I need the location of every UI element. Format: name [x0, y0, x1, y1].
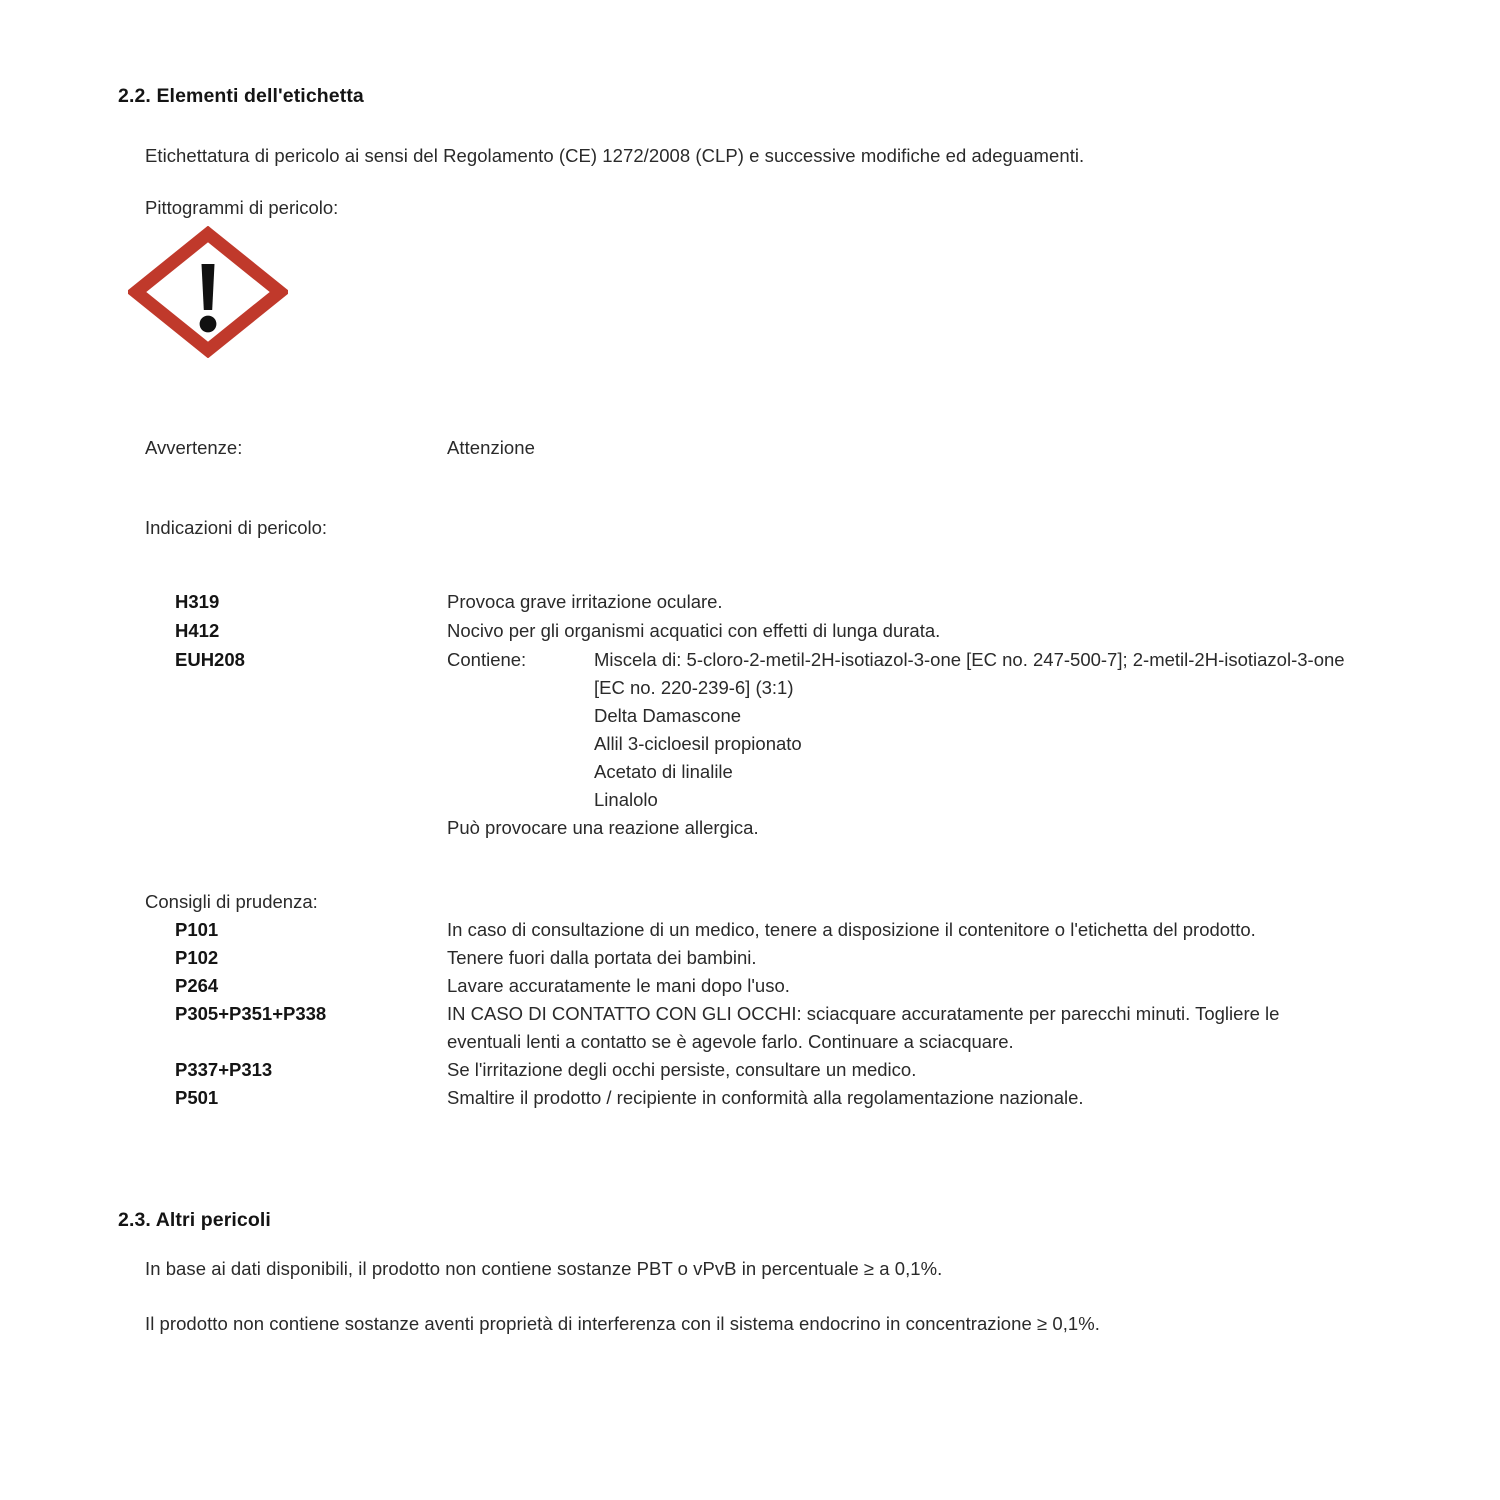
hazard-statements-label: Indicazioni di pericolo: [145, 517, 328, 538]
contiene-item: Delta Damascone [594, 705, 742, 726]
section-2-2-intro: Etichettatura di pericolo ai sensi del Regolamento (CE) 1272/2008 (CLP) e successive modifiche ed adeguamenti. [145, 145, 1085, 166]
contiene-item: Linalolo [594, 789, 658, 810]
signal-word-label: Avvertenze: [145, 437, 243, 458]
precaution-text-continued: eventuali lenti a contatto se è agevole farlo. Continuare a sciacquare. [447, 1031, 1014, 1052]
euh-closing-text: Può provocare una reazione allergica. [447, 817, 759, 838]
precaution-code: P101 [175, 919, 219, 940]
precaution-label: Consigli di prudenza: [145, 891, 318, 912]
contiene-item: Allil 3-cicloesil propionato [594, 733, 802, 754]
hazard-text: Provoca grave irritazione oculare. [447, 591, 723, 612]
precaution-text: In caso di consultazione di un medico, tenere a disposizione il contenitore o l'etichetta del prodotto. [447, 919, 1256, 940]
precaution-code: P305+P351+P338 [175, 1003, 327, 1024]
euh-code: EUH208 [175, 649, 245, 670]
section-2-3-paragraph: Il prodotto non contiene sostanze aventi proprietà di interferenza con il sistema endocrino in concentrazione ≥ 0,1%. [145, 1313, 1100, 1334]
contiene-item: Acetato di linalile [594, 761, 733, 782]
ghs07-exclamation-pictogram [128, 226, 288, 358]
section-2-3-heading: 2.3. Altri pericoli [118, 1209, 271, 1231]
precaution-code: P337+P313 [175, 1059, 273, 1080]
hazard-code: H319 [175, 591, 220, 612]
signal-word-value: Attenzione [447, 437, 535, 458]
precaution-code: P264 [175, 975, 219, 996]
hazard-code: H412 [175, 620, 220, 641]
precaution-code: P501 [175, 1087, 219, 1108]
precaution-text: Lavare accuratamente le mani dopo l'uso. [447, 975, 790, 996]
precaution-text: Smaltire il prodotto / recipiente in conformità alla regolamentazione nazionale. [447, 1087, 1084, 1108]
contiene-item: Miscela di: 5-cloro-2-metil-2H-isotiazol-3-one [EC no. 247-500-7]; 2-metil-2H-isotiazol-3-one [594, 649, 1345, 670]
contiene-label: Contiene: [447, 649, 527, 670]
section-2-3-paragraph: In base ai dati disponibili, il prodotto non contiene sostanze PBT o vPvB in percentuale ≥ a 0,1%. [145, 1258, 943, 1279]
contiene-item: [EC no. 220-239-6] (3:1) [594, 677, 794, 698]
precaution-text: Se l'irritazione degli occhi persiste, consultare un medico. [447, 1059, 917, 1080]
section-2-2-heading: 2.2. Elementi dell'etichetta [118, 85, 364, 107]
hazard-text: Nocivo per gli organismi acquatici con effetti di lunga durata. [447, 620, 941, 641]
exclamation-mark-dot [200, 316, 217, 333]
precaution-code: P102 [175, 947, 219, 968]
pictograms-label: Pittogrammi di pericolo: [145, 197, 339, 218]
precaution-text: Tenere fuori dalla portata dei bambini. [447, 947, 757, 968]
precaution-text: IN CASO DI CONTATTO CON GLI OCCHI: sciacquare accuratamente per parecchi minuti. Togliere le [447, 1003, 1280, 1024]
